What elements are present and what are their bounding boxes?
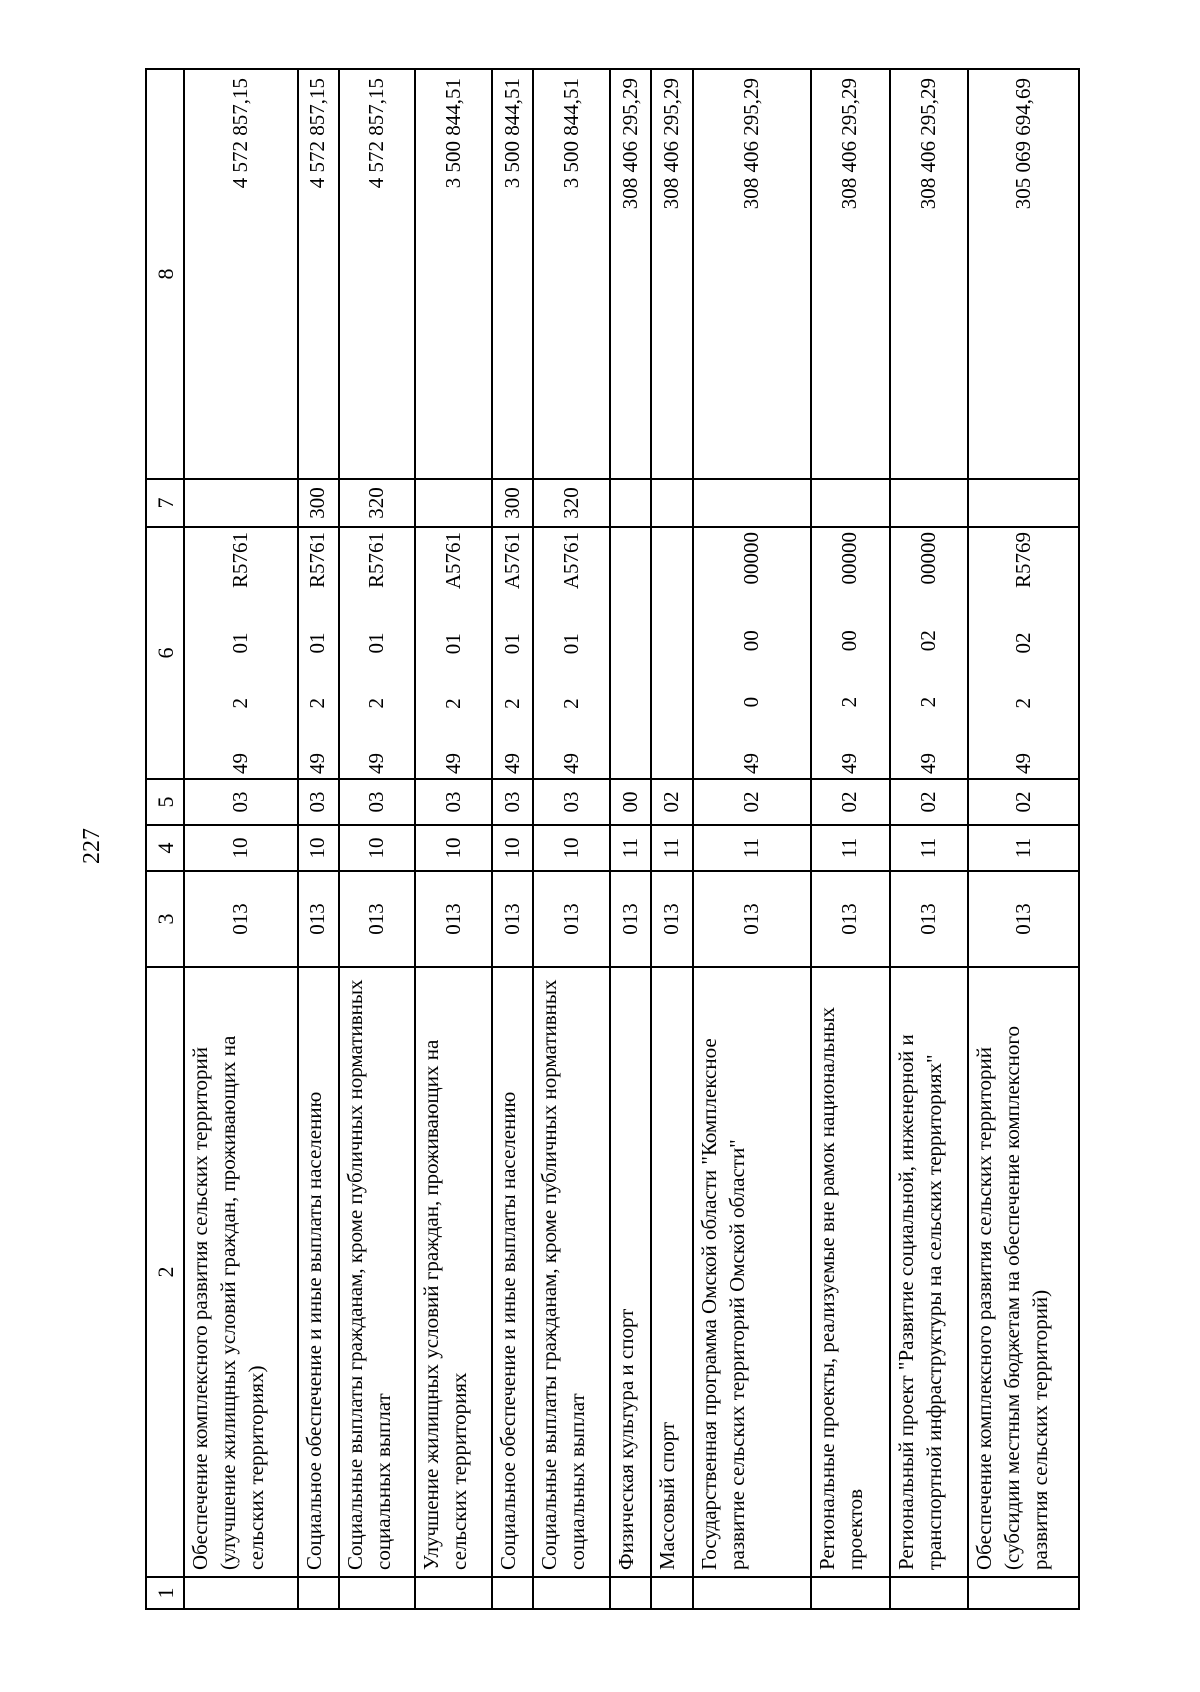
subsection-code-cell: 02 [651, 779, 693, 825]
ministry-code-cell: 013 [184, 871, 297, 967]
row-number-cell [693, 1577, 811, 1609]
target-article-cell [811, 527, 890, 779]
target-article-code [915, 532, 943, 774]
subsection-code-cell: 03 [533, 779, 609, 825]
ministry-code-cell: 013 [492, 871, 534, 967]
header-cell: 6 [146, 527, 184, 779]
ministry-code-cell: 013 [610, 871, 652, 967]
table-row [533, 69, 609, 1609]
target-article-cell [651, 527, 693, 779]
target-article-part: 00000 [739, 532, 764, 585]
target-article-code [363, 532, 391, 774]
rotated-table-container [145, 70, 1080, 1610]
target-article-part: R5769 [1010, 532, 1035, 589]
target-article-part: 00000 [837, 532, 862, 585]
target-article-part: A5761 [499, 532, 524, 590]
amount-cell: 308 406 295,29 [693, 69, 811, 479]
name-cell: Государственная программа Омской области "Комплексное развитие сельских территорий Омской области" [693, 967, 811, 1577]
target-article-part: 49 [305, 753, 330, 774]
target-article-part: 49 [558, 753, 583, 774]
subsection-code-cell: 02 [890, 779, 969, 825]
subsection-code-cell: 03 [415, 779, 491, 825]
ministry-code-cell: 013 [811, 871, 890, 967]
section-code-cell: 11 [811, 825, 890, 871]
header-cell: 3 [146, 871, 184, 967]
name-cell: Социальные выплаты гражданам, кроме публичных нормативных социальных выплат [533, 967, 609, 1577]
ministry-code-cell: 013 [693, 871, 811, 967]
target-article-part: 01 [364, 632, 389, 654]
header-cell: 8 [146, 69, 184, 479]
target-article-part: 00 [739, 630, 764, 652]
target-article-part: A5761 [440, 532, 465, 590]
target-article-part: 00 [837, 630, 862, 652]
row-number-cell [968, 1577, 1079, 1609]
target-article-cell [890, 527, 969, 779]
expense-type-cell [610, 479, 652, 527]
target-article-cell [298, 527, 340, 779]
table-row [693, 69, 811, 1609]
target-article-part: 49 [916, 753, 941, 774]
expense-type-cell [693, 479, 811, 527]
target-article-part: 2 [305, 698, 330, 709]
target-article-code [499, 532, 527, 774]
target-article-code [738, 532, 766, 774]
name-cell: Физическая культура и спорт [610, 967, 652, 1577]
amount-cell: 4 572 857,15 [298, 69, 340, 479]
amount-cell: 308 406 295,29 [811, 69, 890, 479]
section-code-cell: 10 [492, 825, 534, 871]
row-number-cell [610, 1577, 652, 1609]
target-article-code [304, 532, 332, 774]
target-article-part: R5761 [364, 532, 389, 589]
section-code-cell: 11 [968, 825, 1079, 871]
target-article-part: 01 [499, 633, 524, 655]
target-article-part: 01 [558, 633, 583, 655]
row-number-cell [651, 1577, 693, 1609]
amount-cell: 3 500 844,51 [415, 69, 491, 479]
ministry-code-cell: 013 [968, 871, 1079, 967]
subsection-code-cell: 00 [610, 779, 652, 825]
amount-cell: 3 500 844,51 [533, 69, 609, 479]
target-article-part: 01 [440, 633, 465, 655]
section-code-cell: 11 [693, 825, 811, 871]
expense-type-cell [811, 479, 890, 527]
target-article-code [558, 532, 586, 774]
target-article-part: 49 [837, 753, 862, 774]
subsection-code-cell: 03 [339, 779, 415, 825]
section-code-cell: 10 [339, 825, 415, 871]
target-article-part: 02 [1010, 632, 1035, 654]
section-code-cell: 10 [415, 825, 491, 871]
target-article-part: 2 [1010, 698, 1035, 709]
amount-cell: 308 406 295,29 [651, 69, 693, 479]
target-article-part: 2 [228, 698, 253, 709]
target-article-cell [415, 527, 491, 779]
target-article-cell [339, 527, 415, 779]
table-row [184, 69, 297, 1609]
subsection-code-cell: 03 [492, 779, 534, 825]
target-article-cell [533, 527, 609, 779]
target-article-part: 49 [1010, 753, 1035, 774]
target-article-part: 49 [499, 753, 524, 774]
target-article-part: 00000 [916, 532, 941, 585]
target-article-part: R5761 [228, 532, 253, 589]
target-article-cell [184, 527, 297, 779]
target-article-part: 49 [228, 753, 253, 774]
subsection-code-cell: 02 [693, 779, 811, 825]
expense-type-cell [184, 479, 297, 527]
ministry-code-cell: 013 [339, 871, 415, 967]
target-article-part: 49 [364, 753, 389, 774]
name-cell: Социальные выплаты гражданам, кроме публичных нормативных социальных выплат [339, 967, 415, 1577]
section-code-cell: 11 [610, 825, 652, 871]
header-cell: 7 [146, 479, 184, 527]
row-number-cell [492, 1577, 534, 1609]
target-article-code [836, 532, 864, 774]
target-article-part: 2 [440, 698, 465, 709]
amount-cell: 4 572 857,15 [184, 69, 297, 479]
table-row [811, 69, 890, 1609]
amount-cell: 4 572 857,15 [339, 69, 415, 479]
expense-type-cell [968, 479, 1079, 527]
target-article-cell [968, 527, 1079, 779]
name-cell: Обеспечение комплексного развития сельских территорий (субсидии местным бюджетам на обеспечение комплексного развития сельских территорий) [968, 967, 1079, 1577]
name-cell: Социальное обеспечение и иные выплаты населению [492, 967, 534, 1577]
ministry-code-cell: 013 [415, 871, 491, 967]
target-article-code [1010, 532, 1038, 774]
name-cell: Массовый спорт [651, 967, 693, 1577]
table-row [651, 69, 693, 1609]
expense-type-cell [651, 479, 693, 527]
amount-cell: 305 069 694,69 [968, 69, 1079, 479]
ministry-code-cell: 013 [298, 871, 340, 967]
target-article-part: 49 [440, 753, 465, 774]
table-row [610, 69, 652, 1609]
name-cell: Региональные проекты, реализуемые вне рамок национальных проектов [811, 967, 890, 1577]
target-article-part: 2 [837, 696, 862, 708]
subsection-code-cell: 02 [968, 779, 1079, 825]
target-article-part: 2 [916, 696, 941, 708]
section-code-cell: 10 [298, 825, 340, 871]
table-row [339, 69, 415, 1609]
subsection-code-cell: 03 [184, 779, 297, 825]
ministry-code-cell: 013 [890, 871, 969, 967]
section-code-cell: 11 [890, 825, 969, 871]
expense-type-cell: 300 [298, 479, 340, 527]
row-number-cell [184, 1577, 297, 1609]
name-cell: Социальное обеспечение и иные выплаты населению [298, 967, 340, 1577]
section-code-cell: 10 [184, 825, 297, 871]
table-row [968, 69, 1079, 1609]
row-number-cell [533, 1577, 609, 1609]
page-number: 227 [79, 828, 105, 864]
row-number-cell [298, 1577, 340, 1609]
target-article-part: 02 [916, 630, 941, 652]
expense-type-cell: 300 [492, 479, 534, 527]
target-article-part: A5761 [558, 532, 583, 590]
target-article-cell [492, 527, 534, 779]
name-cell: Региональный проект "Развитие социальной, инженерной и транспортной инфраструктуры на сельских территориях" [890, 967, 969, 1577]
ministry-code-cell: 013 [651, 871, 693, 967]
table-row [415, 69, 491, 1609]
expense-type-cell: 320 [533, 479, 609, 527]
amount-cell: 3 500 844,51 [492, 69, 534, 479]
target-article-part: 49 [739, 753, 764, 774]
target-article-code [440, 532, 468, 774]
expense-type-cell: 320 [339, 479, 415, 527]
expense-type-cell [415, 479, 491, 527]
target-article-cell [693, 527, 811, 779]
header-row [146, 69, 184, 1609]
section-code-cell: 11 [651, 825, 693, 871]
table-row [492, 69, 534, 1609]
target-article-part: 2 [558, 698, 583, 709]
target-article-part: 0 [739, 696, 764, 708]
table-body [146, 69, 1079, 1609]
header-cell: 5 [146, 779, 184, 825]
header-cell: 2 [146, 967, 184, 1577]
ministry-code-cell: 013 [533, 871, 609, 967]
target-article-cell [610, 527, 652, 779]
budget-table [145, 68, 1080, 1610]
row-number-cell [415, 1577, 491, 1609]
header-cell: 4 [146, 825, 184, 871]
target-article-part: 01 [228, 632, 253, 654]
subsection-code-cell: 03 [298, 779, 340, 825]
target-article-part: 2 [499, 698, 524, 709]
table-row [298, 69, 340, 1609]
row-number-cell [339, 1577, 415, 1609]
table-row [890, 69, 969, 1609]
row-number-cell [890, 1577, 969, 1609]
amount-cell: 308 406 295,29 [890, 69, 969, 479]
row-number-cell [811, 1577, 890, 1609]
target-article-part: 01 [305, 632, 330, 654]
target-article-code [227, 532, 255, 774]
amount-cell: 308 406 295,29 [610, 69, 652, 479]
target-article-part: 2 [364, 698, 389, 709]
expense-type-cell [890, 479, 969, 527]
section-code-cell: 10 [533, 825, 609, 871]
name-cell: Улучшение жилищных условий граждан, проживающих на сельских территориях [415, 967, 491, 1577]
target-article-part: R5761 [305, 532, 330, 589]
header-cell: 1 [146, 1577, 184, 1609]
name-cell: Обеспечение комплексного развития сельских территорий (улучшение жилищных условий граждан, проживающих на сельских территориях) [184, 967, 297, 1577]
subsection-code-cell: 02 [811, 779, 890, 825]
